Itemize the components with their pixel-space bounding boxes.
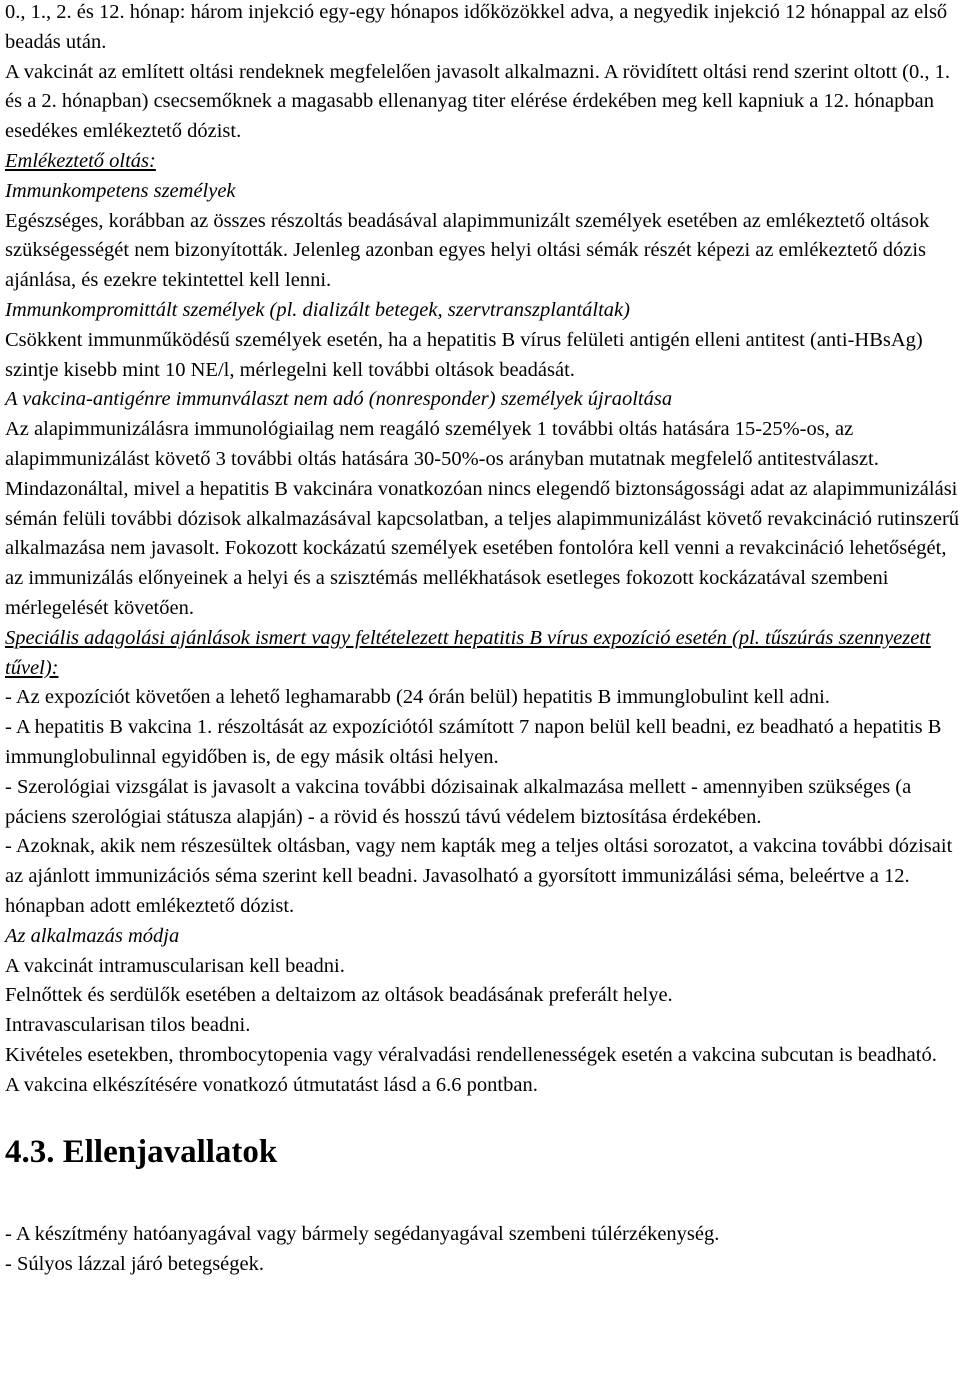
administration-line: A vakcinát intramuscularisan kell beadni. <box>5 954 345 977</box>
special-item: - Azoknak, akik nem részesültek oltásban, vagy nem kapták meg a teljes oltási sorozatot, a vakcina további dózisait az ajánlott immunizációs séma szerint kell beadni. Javasolható a gyorsított immunizálási séma, beleértve a 12. hónapban adott emlékeztető dózist. <box>5 835 953 917</box>
administration-line: Kivételes esetekben, thrombocytopenia vagy véralvadási rendellenességek esetén a vakcina subcutan is beadható. <box>5 1043 937 1066</box>
special-dosing-heading: Speciális adagolási ajánlások ismert vagy feltételezett hepatitis B vírus expozíció esetén (pl. tűszúrás szennyezett tűvel): <box>5 626 931 679</box>
special-item: - A hepatitis B vakcina 1. részoltását az expozíciótól számított 7 napon belül kell beadni, ez beadható a hepatitis B immunglobulinnal egyidőben is, de egy másik oltási helyen. <box>5 716 942 768</box>
section-title: 4.3. Ellenjavallatok <box>5 1134 278 1171</box>
immunocompetent-paragraph: Egészséges, korábban az összes részoltás beadásával alapimmunizált személyek esetében az emlékeztető oltások szükségességét nem bizonyították. Jelenleg azonban egyes helyi oltási sémák részét képezi az emlékeztető dózis ajánlása, és ezekre tekintettel kell lenni. <box>5 209 930 292</box>
immunocompromised-paragraph: Csökkent immunműködésű személyek esetén, ha a hepatitis B vírus felületi antigén elleni antitest (anti-HBsAg) szintje kisebb mint 10 NE/l, mérlegelni kell további oltások beadását. <box>5 328 923 381</box>
schedule-paragraph: 0., 1., 2. és 12. hónap: három injekció egy-egy hónapos időközökkel adva, a negyedik injekció 12 hónappal az első beadás után. <box>5 1 948 53</box>
contraindication-item: - A készítmény hatóanyagával vagy bármely segédanyagával szembeni túlérzékenység. <box>5 1223 720 1246</box>
nonresponder-paragraph: Az alapimmunizálásra immunológiailag nem reagáló személyek 1 további oltás hatására 15-25%-os, az alapimmunizálást követő 3 további oltás hatására 30-50%-os arányban mutatnak megfelelő antitestválaszt. Mindazonáltal, mivel a hepatitis B vakcinára vonatkozóan nincs elegendő biztonságossági adat az alapimmunizálási sémán felüli további dózisok alkalmazásával kapcsolatban, a teljes alapimmunizálást követő revakcináció rutinszerű alkalmazása nem javasolt. Fokozott kockázatú személyek esetében fontolóra kell venni a revakcináció lehetőségét, az immunizálás előnyeinek a helyi és a szisztémás mellékhatások esetleges fokozott kockázatával szembeni mérlegelését követően. <box>5 418 960 619</box>
nonresponder-heading: A vakcina-antigénre immunválaszt nem adó (nonresponder) személyek újraoltása <box>5 388 673 411</box>
administration-line: Felnőttek és serdülők esetében a deltaizom az oltások beadásának preferált helye. <box>5 984 673 1007</box>
special-item: - Szerológiai vizsgálat is javasolt a vakcina további dózisainak alkalmazása mellett - amennyiben szükséges (a páciens szerológiai státusza alapján) - a rövid és hosszú távú védelem biztosítása érdekében. <box>5 775 912 828</box>
recommendation-paragraph: A vakcinát az említett oltási rendeknek megfelelően javasolt alkalmazni. A rövidített oltási rend szerint oltott (0., 1. és a 2. hónapban) csecsemőknek a magasabb ellenanyag titer elérése érdekében meg kell kapniuk a 12. hónapban esedékes emlékeztető dózist. <box>5 60 951 143</box>
immunocompromised-heading: Immunkompromittált személyek (pl. dializált betegek, szervtranszplantáltak) <box>5 298 630 321</box>
booster-heading: Emlékeztető oltás: <box>5 149 156 172</box>
administration-line: A vakcina elkészítésére vonatkozó útmutatást lásd a 6.6 pontban. <box>5 1073 538 1096</box>
administration-line: Intravascularisan tilos beadni. <box>5 1014 251 1037</box>
document-page <box>5 0 960 1280</box>
administration-heading: Az alkalmazás módja <box>5 924 180 947</box>
special-item: - Az expozíciót követően a lehető leghamarabb (24 órán belül) hepatitis B immunglobulint kell adni. <box>5 686 830 709</box>
immunocompetent-heading: Immunkompetens személyek <box>5 179 236 202</box>
contraindication-item: - Súlyos lázzal járó betegségek. <box>5 1253 265 1276</box>
